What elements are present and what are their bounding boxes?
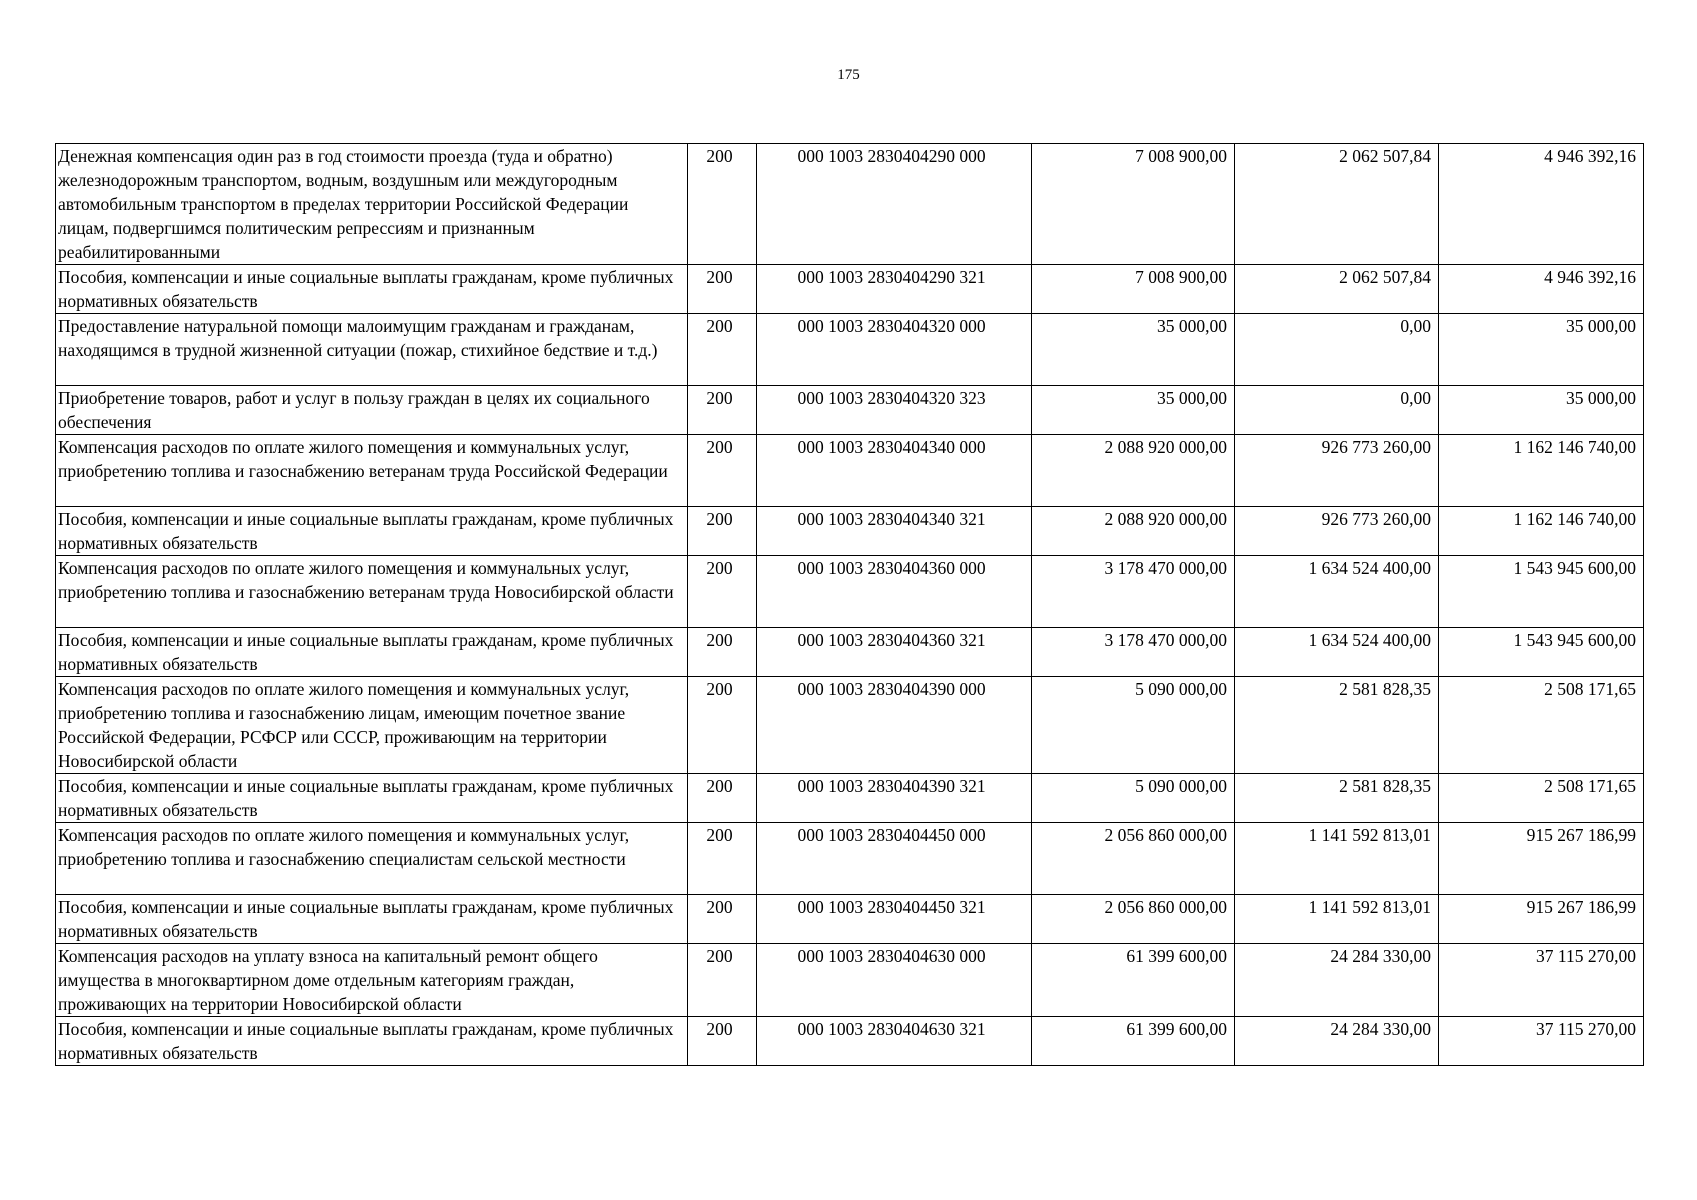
expense-name-cell: Пособия, компенсации и иные социальные выплаты гражданам, кроме публичных нормативных обязательств [56, 265, 688, 314]
line-code-cell: 200 [688, 314, 757, 386]
line-code-cell: 200 [688, 1017, 757, 1066]
unexecuted-amount-cell: 37 115 270,00 [1439, 1017, 1644, 1066]
executed-amount-cell: 2 062 507,84 [1235, 144, 1439, 265]
line-code-cell: 200 [688, 435, 757, 507]
executed-amount-cell: 1 634 524 400,00 [1235, 628, 1439, 677]
executed-amount-cell: 926 773 260,00 [1235, 507, 1439, 556]
approved-amount-cell: 7 008 900,00 [1032, 144, 1235, 265]
line-code-cell: 200 [688, 677, 757, 774]
table-row [56, 677, 1644, 774]
budget-code-cell: 000 1003 2830404390 321 [757, 774, 1032, 823]
unexecuted-amount-cell: 4 946 392,16 [1439, 265, 1644, 314]
expense-name-cell: Компенсация расходов по оплате жилого помещения и коммунальных услуг, приобретению топлива и газоснабжению ветеранам труда Российской Федерации [56, 435, 688, 507]
approved-amount-cell: 7 008 900,00 [1032, 265, 1235, 314]
table-row [56, 507, 1644, 556]
executed-amount-cell: 2 581 828,35 [1235, 677, 1439, 774]
executed-amount-cell: 1 634 524 400,00 [1235, 556, 1439, 628]
approved-amount-cell: 2 056 860 000,00 [1032, 895, 1235, 944]
approved-amount-cell: 5 090 000,00 [1032, 774, 1235, 823]
table-row [56, 944, 1644, 1017]
table-row [56, 386, 1644, 435]
approved-amount-cell: 61 399 600,00 [1032, 1017, 1235, 1066]
unexecuted-amount-cell: 35 000,00 [1439, 386, 1644, 435]
expense-name-cell: Компенсация расходов по оплате жилого помещения и коммунальных услуг, приобретению топлива и газоснабжению лицам, имеющим почетное звание Российской Федерации, РСФСР или СССР, проживающим на территории Новосибирской области [56, 677, 688, 774]
unexecuted-amount-cell: 915 267 186,99 [1439, 823, 1644, 895]
line-code-cell: 200 [688, 823, 757, 895]
table-body [56, 144, 1644, 1066]
executed-amount-cell: 2 581 828,35 [1235, 774, 1439, 823]
budget-code-cell: 000 1003 2830404390 000 [757, 677, 1032, 774]
table-row [56, 823, 1644, 895]
budget-code-cell: 000 1003 2830404290 000 [757, 144, 1032, 265]
table-row [56, 435, 1644, 507]
budget-code-cell: 000 1003 2830404290 321 [757, 265, 1032, 314]
line-code-cell: 200 [688, 265, 757, 314]
expense-name-cell: Компенсация расходов на уплату взноса на капитальный ремонт общего имущества в многоквартирном доме отдельным категориям граждан, проживающих на территории Новосибирской области [56, 944, 688, 1017]
approved-amount-cell: 61 399 600,00 [1032, 944, 1235, 1017]
table-row [56, 265, 1644, 314]
executed-amount-cell: 926 773 260,00 [1235, 435, 1439, 507]
executed-amount-cell: 2 062 507,84 [1235, 265, 1439, 314]
line-code-cell: 200 [688, 944, 757, 1017]
approved-amount-cell: 3 178 470 000,00 [1032, 556, 1235, 628]
line-code-cell: 200 [688, 144, 757, 265]
approved-amount-cell: 2 056 860 000,00 [1032, 823, 1235, 895]
expense-name-cell: Пособия, компенсации и иные социальные выплаты гражданам, кроме публичных нормативных обязательств [56, 507, 688, 556]
budget-code-cell: 000 1003 2830404360 321 [757, 628, 1032, 677]
unexecuted-amount-cell: 1 543 945 600,00 [1439, 556, 1644, 628]
table-row [56, 314, 1644, 386]
expense-name-cell: Денежная компенсация один раз в год стоимости проезда (туда и обратно) железнодорожным транспортом, водным, воздушным или междугородным автомобильным транспортом в пределах территории Российской Федерации лицам, подвергшимся политическим репрессиям и признанным реабилитированными [56, 144, 688, 265]
unexecuted-amount-cell: 915 267 186,99 [1439, 895, 1644, 944]
unexecuted-amount-cell: 37 115 270,00 [1439, 944, 1644, 1017]
unexecuted-amount-cell: 4 946 392,16 [1439, 144, 1644, 265]
line-code-cell: 200 [688, 895, 757, 944]
line-code-cell: 200 [688, 386, 757, 435]
executed-amount-cell: 1 141 592 813,01 [1235, 823, 1439, 895]
budget-code-cell: 000 1003 2830404340 000 [757, 435, 1032, 507]
budget-code-cell: 000 1003 2830404320 323 [757, 386, 1032, 435]
table-row [56, 628, 1644, 677]
expense-name-cell: Компенсация расходов по оплате жилого помещения и коммунальных услуг, приобретению топлива и газоснабжению специалистам сельской местности [56, 823, 688, 895]
budget-table [55, 143, 1644, 1066]
approved-amount-cell: 2 088 920 000,00 [1032, 507, 1235, 556]
approved-amount-cell: 5 090 000,00 [1032, 677, 1235, 774]
expense-name-cell: Пособия, компенсации и иные социальные выплаты гражданам, кроме публичных нормативных обязательств [56, 1017, 688, 1066]
table-row [56, 774, 1644, 823]
budget-code-cell: 000 1003 2830404450 321 [757, 895, 1032, 944]
unexecuted-amount-cell: 1 162 146 740,00 [1439, 435, 1644, 507]
budget-code-cell: 000 1003 2830404320 000 [757, 314, 1032, 386]
table-row [56, 1017, 1644, 1066]
approved-amount-cell: 35 000,00 [1032, 386, 1235, 435]
page-number: 175 [837, 67, 860, 83]
unexecuted-amount-cell: 2 508 171,65 [1439, 677, 1644, 774]
expense-name-cell: Предоставление натуральной помощи малоимущим гражданам и гражданам, находящимся в трудной жизненной ситуации (пожар, стихийное бедствие и т.д.) [56, 314, 688, 386]
budget-code-cell: 000 1003 2830404340 321 [757, 507, 1032, 556]
line-code-cell: 200 [688, 556, 757, 628]
budget-code-cell: 000 1003 2830404360 000 [757, 556, 1032, 628]
line-code-cell: 200 [688, 628, 757, 677]
executed-amount-cell: 0,00 [1235, 314, 1439, 386]
unexecuted-amount-cell: 1 543 945 600,00 [1439, 628, 1644, 677]
expense-name-cell: Приобретение товаров, работ и услуг в пользу граждан в целях их социального обеспечения [56, 386, 688, 435]
table-row [56, 556, 1644, 628]
expense-name-cell: Компенсация расходов по оплате жилого помещения и коммунальных услуг, приобретению топлива и газоснабжению ветеранам труда Новосибирской области [56, 556, 688, 628]
executed-amount-cell: 24 284 330,00 [1235, 1017, 1439, 1066]
unexecuted-amount-cell: 2 508 171,65 [1439, 774, 1644, 823]
approved-amount-cell: 35 000,00 [1032, 314, 1235, 386]
budget-code-cell: 000 1003 2830404450 000 [757, 823, 1032, 895]
executed-amount-cell: 24 284 330,00 [1235, 944, 1439, 1017]
approved-amount-cell: 2 088 920 000,00 [1032, 435, 1235, 507]
budget-code-cell: 000 1003 2830404630 000 [757, 944, 1032, 1017]
line-code-cell: 200 [688, 774, 757, 823]
table-row [56, 895, 1644, 944]
line-code-cell: 200 [688, 507, 757, 556]
table-row [56, 144, 1644, 265]
unexecuted-amount-cell: 1 162 146 740,00 [1439, 507, 1644, 556]
expense-name-cell: Пособия, компенсации и иные социальные выплаты гражданам, кроме публичных нормативных обязательств [56, 774, 688, 823]
executed-amount-cell: 1 141 592 813,01 [1235, 895, 1439, 944]
executed-amount-cell: 0,00 [1235, 386, 1439, 435]
expense-name-cell: Пособия, компенсации и иные социальные выплаты гражданам, кроме публичных нормативных обязательств [56, 895, 688, 944]
approved-amount-cell: 3 178 470 000,00 [1032, 628, 1235, 677]
budget-code-cell: 000 1003 2830404630 321 [757, 1017, 1032, 1066]
unexecuted-amount-cell: 35 000,00 [1439, 314, 1644, 386]
expense-name-cell: Пособия, компенсации и иные социальные выплаты гражданам, кроме публичных нормативных обязательств [56, 628, 688, 677]
